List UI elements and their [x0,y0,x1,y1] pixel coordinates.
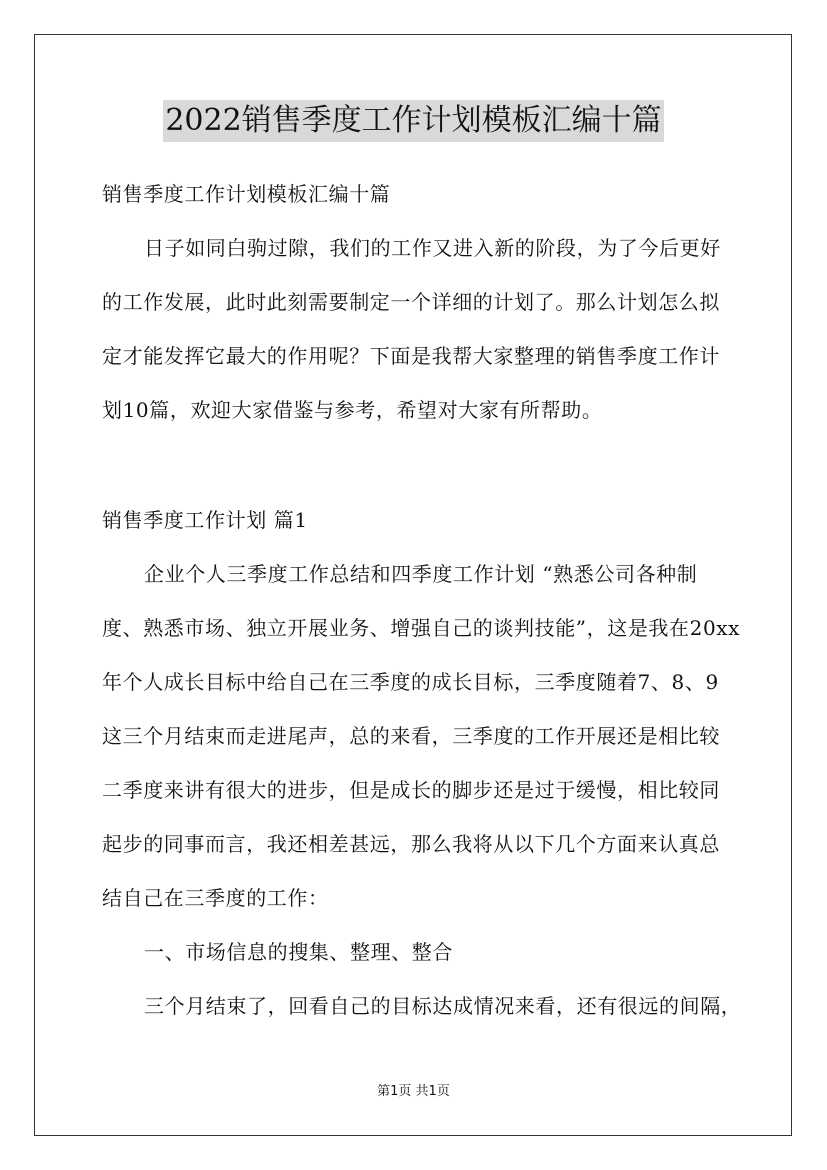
body-line-3: 年个人成长目标中给自己在三季度的成长目标，三季度随着7、8、9 [102,670,719,694]
intro-line-1: 日子如同白驹过隙，我们的工作又进入新的阶段，为了今后更好 [144,236,721,260]
body-line-5: 二季度来讲有很大的进步，但是成长的脚步还是过于缓慢，相比较同 [102,778,720,802]
intro-line-2: 的工作发展，此时此刻需要制定一个详细的计划了。那么计划怎么拟 [102,290,720,314]
body-line-4: 这三个月结束而走进尾声，总的来看，三季度的工作开展还是相比较 [102,724,720,748]
body-line-7: 结自己在三季度的工作： [102,886,329,910]
body-line-1: 企业个人三季度工作总结和四季度工作计划 “熟悉公司各种制 [144,562,698,586]
intro-line-3: 定才能发挥它最大的作用呢？下面是我帮大家整理的销售季度工作计 [102,344,720,368]
intro-line-4: 划10篇，欢迎大家借鉴与参考，希望对大家有所帮助。 [102,398,603,422]
document-title: 2022销售季度工作计划模板汇编十篇 [163,100,663,142]
body-line-last: 三个月结束了，回看自己的目标达成情况来看，还有很远的间隔， [144,994,742,1018]
document-subtitle: 销售季度工作计划模板汇编十篇 [102,182,391,206]
body-line-2: 度、熟悉市场、独立开展业务、增强自己的谈判技能”，这是我在20xx [102,616,741,640]
title-container [0,100,827,142]
body-line-6: 起步的同事而言，我还相差甚远，那么我将从以下几个方面来认真总 [102,832,720,856]
sub-heading: 一、市场信息的搜集、整理、整合 [144,940,453,964]
page-footer: 第1页 共1页 [377,1084,450,1099]
section-heading: 销售季度工作计划 篇1 [102,508,308,532]
